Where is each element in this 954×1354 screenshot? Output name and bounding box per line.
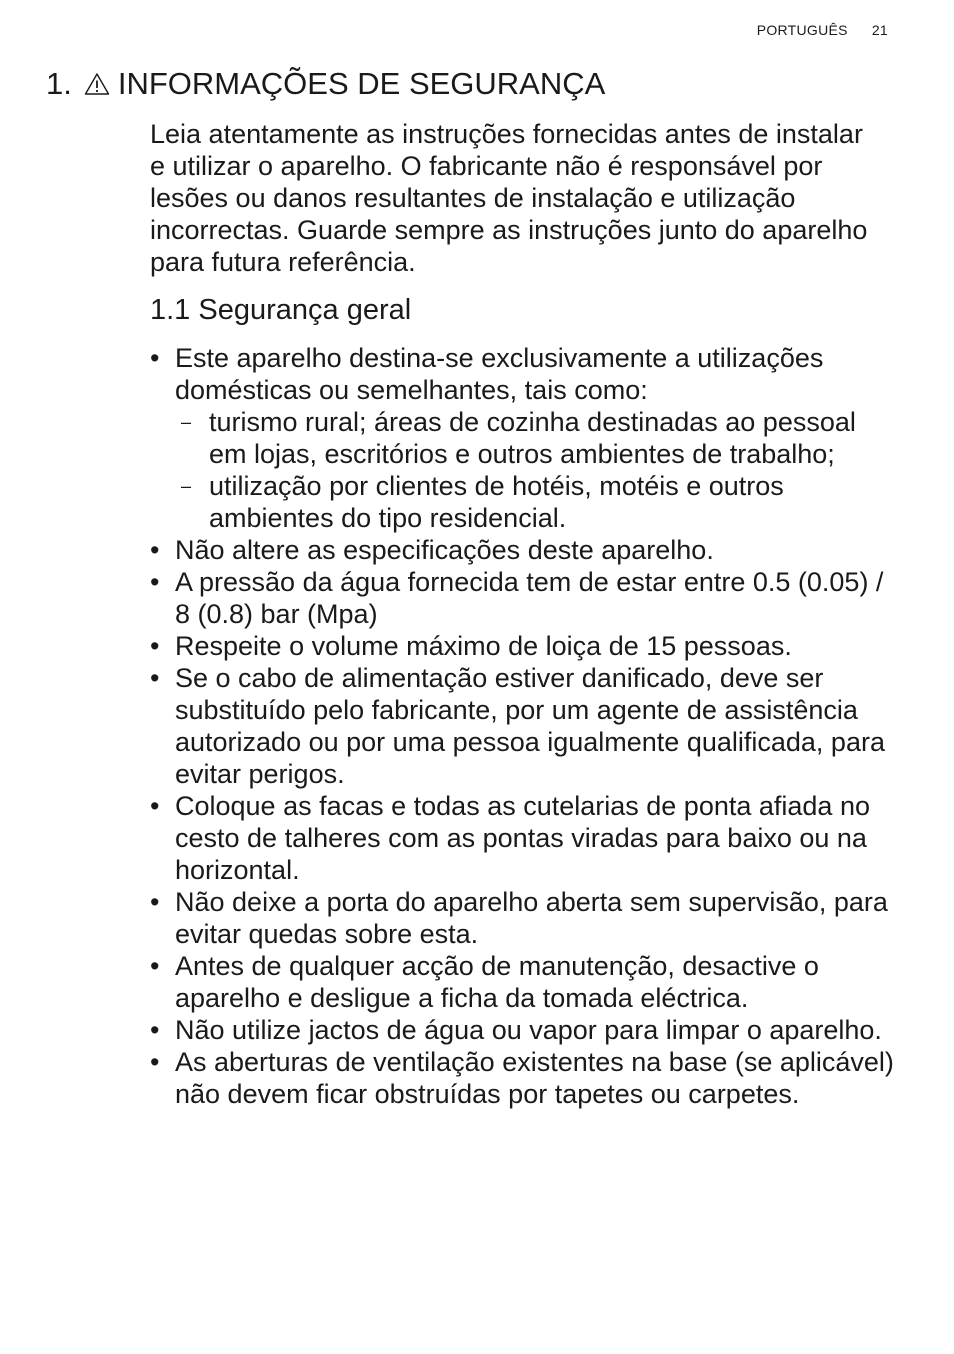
- sub-list-item: [175, 470, 895, 534]
- list-item-text: Não altere as especificações deste aparelho.: [175, 535, 714, 565]
- list-item-text: A pressão da água fornecida tem de estar entre 0.5 (0.05) / 8 (0.8) bar (Mpa): [175, 567, 884, 629]
- list-item: [150, 630, 895, 662]
- bullet-icon: •: [150, 1015, 160, 1045]
- list-item-text: Respeite o volume máximo de loiça de 15 pessoas.: [175, 631, 792, 661]
- warning-triangle-icon: [84, 72, 110, 96]
- header-page-number: 21: [871, 22, 888, 38]
- bullet-icon: •: [150, 791, 160, 821]
- list-item: [150, 662, 895, 790]
- intro-paragraph: Leia atentamente as instruções fornecidas antes de instalar e utilizar o aparelho. O fabricante não é responsável por lesões ou danos resultantes de instalação e utilização incorrectas. Guarde sempre as instruções junto do aparelho para futura referência.: [150, 119, 868, 277]
- bullet-icon: •: [150, 343, 160, 373]
- dash-icon: –: [181, 476, 192, 496]
- list-item-text: Se o cabo de alimentação estiver danificado, deve ser substituído pelo fabricante, por um agente de assistência autorizado ou por uma pessoa igualmente qualificada, para evitar perigos.: [175, 663, 885, 789]
- bullet-icon: •: [150, 663, 160, 693]
- bullet-icon: •: [150, 887, 160, 917]
- subsection-title: 1.1 Segurança geral: [150, 294, 412, 326]
- sub-list: [175, 406, 895, 534]
- list-item: [150, 1014, 895, 1046]
- sub-list-item-text: turismo rural; áreas de cozinha destinadas ao pessoal em lojas, escritórios e outros ambientes de trabalho;: [209, 407, 856, 469]
- list-item-text: Não deixe a porta do aparelho aberta sem supervisão, para evitar quedas sobre esta.: [175, 887, 888, 949]
- section-number: 1.: [46, 66, 72, 101]
- list-item-text: Este aparelho destina-se exclusivamente a utilizações domésticas ou semelhantes, tais como:: [175, 343, 824, 405]
- list-item: [150, 1046, 895, 1110]
- running-header: [757, 22, 888, 38]
- list-item-text: Antes de qualquer acção de manutenção, desactive o aparelho e desligue a ficha da tomada eléctrica.: [175, 951, 819, 1013]
- list-item-text: Coloque as facas e todas as cutelarias de ponta afiada no cesto de talheres com as pontas viradas para baixo ou na horizontal.: [175, 791, 870, 885]
- list-item: [150, 342, 895, 534]
- section-title: [46, 66, 605, 102]
- bullet-icon: •: [150, 535, 160, 565]
- list-item-text: As aberturas de ventilação existentes na base (se aplicável) não devem ficar obstruídas por tapetes ou carpetes.: [175, 1047, 894, 1109]
- dash-icon: –: [181, 412, 192, 432]
- bullet-icon: •: [150, 951, 160, 981]
- bullet-icon: •: [150, 567, 160, 597]
- header-language: PORTUGUÊS: [756, 22, 848, 38]
- sub-list-item: [175, 406, 895, 470]
- list-item-text: Não utilize jactos de água ou vapor para limpar o aparelho.: [175, 1015, 882, 1045]
- list-item: [150, 950, 895, 1014]
- list-item: [150, 566, 895, 630]
- safety-rules-list: [150, 342, 895, 1110]
- list-item: [150, 886, 895, 950]
- list-item: [150, 534, 895, 566]
- bullet-icon: •: [150, 631, 160, 661]
- bullet-icon: •: [150, 1047, 160, 1077]
- section-title-text: INFORMAÇÕES DE SEGURANÇA: [117, 66, 606, 101]
- sub-list-item-text: utilização por clientes de hotéis, motéis e outros ambientes do tipo residencial.: [209, 471, 784, 533]
- list-item: [150, 790, 895, 886]
